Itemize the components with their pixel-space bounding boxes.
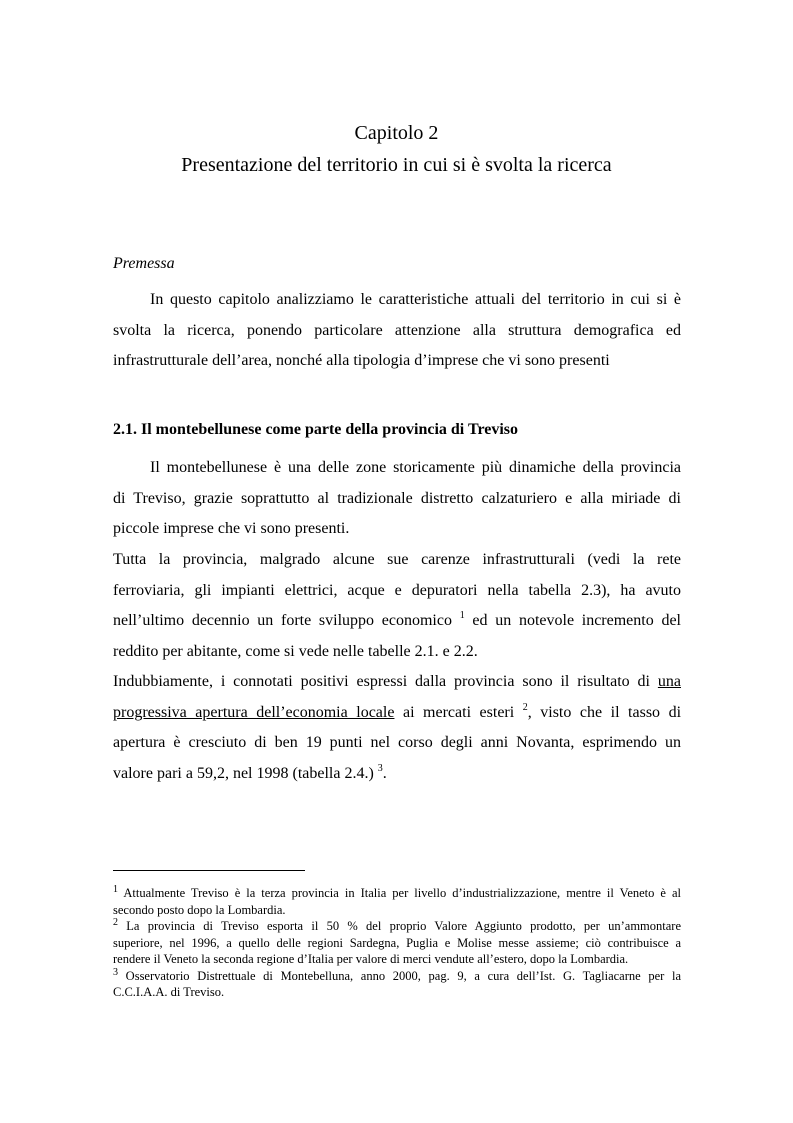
text-line: progressiva apertura dell’economia locale ai mercati esteri $^2$, visto che il tasso di bbox=[113, 701, 682, 721]
footnote-number: 3 bbox=[113, 966, 118, 978]
footnote-3 bbox=[113, 968, 681, 1001]
section-title: 2.1. Il montebellunese come parte della provincia di Treviso bbox=[113, 421, 519, 438]
footnote-line: $^3$ Osservatorio Distrettuale di Montebelluna, anno 2000, pag. 9, a cura dell’Ist. G. Tagliacarne per la bbox=[113, 966, 682, 983]
text-line: apertura è cresciuto di ben 19 punti nel corso degli anni Novanta, esprimendo un bbox=[113, 734, 681, 752]
text-line: nell’ultimo decennio un forte sviluppo economico $^1$ ed un notevole incremento del bbox=[113, 610, 681, 630]
footnotes bbox=[113, 885, 681, 1001]
section-paragraph-2 bbox=[113, 545, 681, 667]
footnote-line: rendere il Veneto la seconda regione d’Italia per valore di merci vendute all’estero, dopo la Lombardia. bbox=[113, 952, 629, 966]
footnote-separator bbox=[113, 870, 305, 871]
underlined-text: progressiva apertura dell’economia locale bbox=[113, 703, 395, 721]
premessa-paragraph bbox=[113, 285, 681, 377]
premessa-heading: Premessa bbox=[113, 255, 175, 272]
text-line: reddito per abitante, come si vede nelle tabelle 2.1. e 2.2. bbox=[113, 642, 478, 660]
text-line: di Treviso, grazie soprattutto al tradizionale distretto calzaturiero e alla miriade di bbox=[113, 489, 681, 507]
footnote-number: 2 bbox=[113, 917, 118, 928]
text-line: valore pari a 59,2, nel 1998 (tabella 2.4.) $^3$. bbox=[113, 762, 387, 782]
footnote-line: C.C.I.A.A. di Treviso. bbox=[113, 985, 225, 999]
section-paragraph-1 bbox=[113, 453, 681, 545]
text-line: infrastrutturale dell’area, nonché alla tipologia d’imprese che vi sono presenti bbox=[113, 352, 610, 370]
chapter-number: Capitolo 2 bbox=[354, 122, 439, 144]
chapter-title: Presentazione del territorio in cui si è svolta la ricerca bbox=[181, 154, 612, 176]
text-line: Il montebellunese è una delle zone storicamente più dinamiche della provincia bbox=[150, 459, 681, 476]
footnote-ref-1: 1 bbox=[459, 610, 465, 622]
text-line: ferroviaria, gli impianti elettrici, acque e depuratori nella tabella 2.3), ha avuto bbox=[113, 581, 681, 599]
footnote-2 bbox=[113, 918, 681, 968]
footnote-number: 1 bbox=[113, 884, 118, 895]
footnote-line: superiore, nel 1996, a quello delle regioni Sardegna, Puglia e Molise messe assieme; ciò contribuisce a bbox=[113, 935, 681, 950]
footnote-line: secondo posto dopo la Lombardia. bbox=[113, 902, 286, 917]
footnote-line: $^2$ La provincia di Treviso esporta il 50 % del proprio Valore Aggiunto prodotto, per un’ammontare bbox=[113, 917, 682, 933]
footnote-ref-3: 3 bbox=[377, 762, 383, 774]
text-line: piccole imprese che vi sono presenti. bbox=[113, 520, 350, 538]
underlined-text: una bbox=[657, 673, 681, 690]
text-line: Tutta la provincia, malgrado alcune sue carenze infrastrutturali (vedi la rete bbox=[113, 551, 681, 568]
footnote-1 bbox=[113, 885, 681, 918]
text-line: Indubbiamente, i connotati positivi espressi dalla provincia sono il risultato di una bbox=[113, 673, 681, 690]
text-line: svolta la ricerca, ponendo particolare attenzione alla struttura demografica ed bbox=[113, 321, 681, 339]
text-line: In questo capitolo analizziamo le caratteristiche attuali del territorio in cui si è bbox=[150, 291, 681, 308]
section-paragraph-3 bbox=[113, 667, 681, 789]
footnote-ref-2: 2 bbox=[522, 701, 528, 713]
footnote-line: $^1$ Attualmente Treviso è la terza provincia in Italia per livello d’industrializzazione, mentre il Veneto è al bbox=[113, 884, 681, 900]
